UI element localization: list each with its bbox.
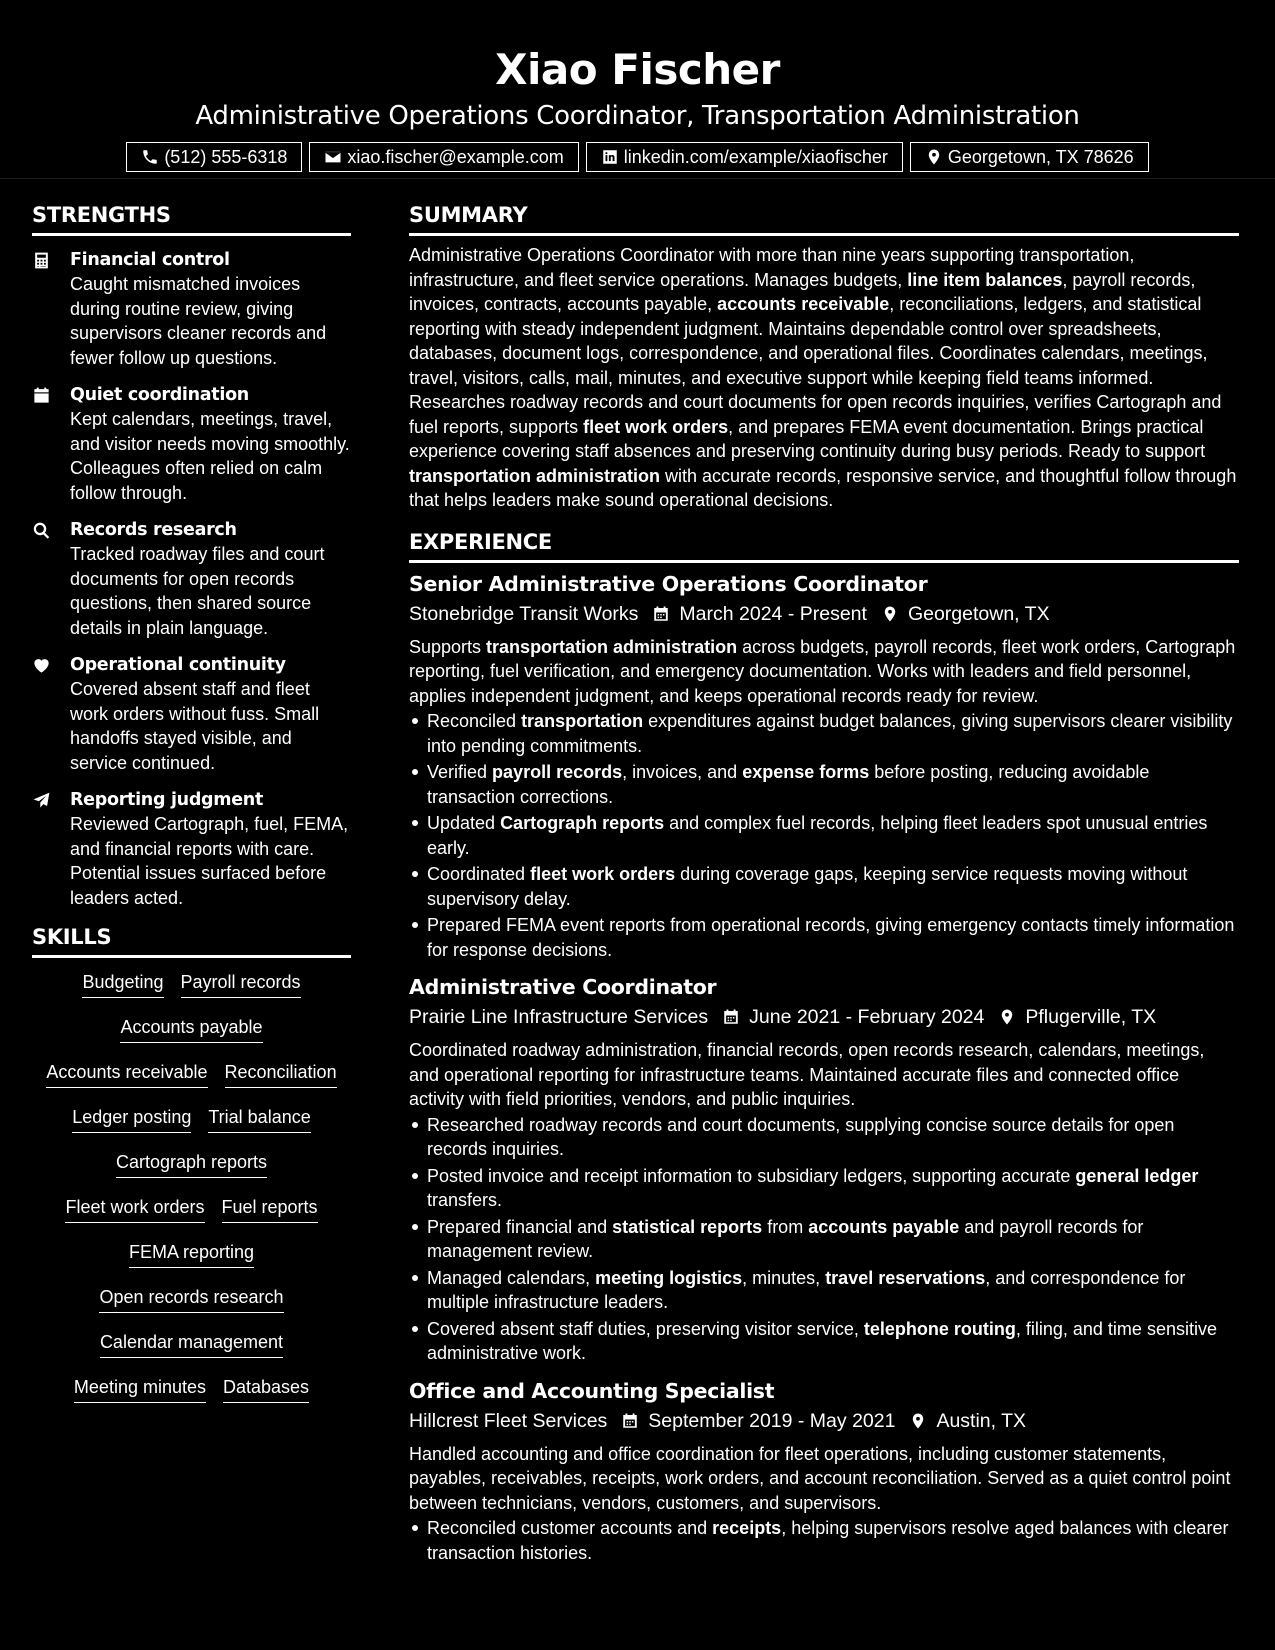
job-title: Administrative Coordinator [409,975,717,999]
skill-tag: Fleet work orders [65,1194,204,1223]
contact-location [910,142,1149,172]
strength-icon-wrap [32,518,70,640]
job-bullet: Prepared financial and statistical reports from accounts payable and payroll records for management review. [409,1215,1239,1264]
strength-item [32,653,351,775]
search-icon [32,521,51,540]
job-bullet: Updated Cartograph reports and complex fuel records, helping fleet leaders spot unusual entries early. [409,811,1239,860]
jobs-list [409,569,1239,1566]
contact-bar [0,142,1275,172]
skill-tag: Payroll records [181,969,301,998]
strength-item [32,248,351,370]
strengths-list [32,248,351,910]
contact-email[interactable] [309,142,578,172]
skill-row [32,1059,351,1104]
contact-linkedin[interactable] [586,142,903,172]
calendar-icon [722,1008,740,1026]
job-bullet: Reconciled customer accounts and receipts, helping supervisors resolve aged balances with clearer transaction histories. [409,1516,1239,1565]
job-location: Pflugerville, TX [1025,1006,1157,1028]
job-summary: Coordinated roadway administration, financial records, open records research, calendars, meetings, and operational reporting for infrastructure teams. Maintained accurate files and connected office activity with field priorities, vendors, and public inquiries. [409,1040,1205,1109]
job-entry [409,972,1239,1366]
strength-item [32,383,351,505]
skill-tag: Accounts payable [120,1014,262,1043]
strength-description: Caught mismatched invoices during routine review, giving supervisors cleaner records and fewer follow up questions. [70,274,327,368]
skill-tag: Reconciliation [225,1059,337,1088]
job-summary: Handled accounting and office coordination for fleet operations, including customer statements, payables, receivables, receipts, work orders, and account reconciliation. Served as a quiet control point between technicians, vendors, customers, and supervisors. [409,1443,1231,1513]
job-bullet: Managed calendars, meeting logistics, minutes, travel reservations, and correspondence for multiple infrastructure leaders. [409,1266,1239,1315]
strength-description: Reviewed Cartograph, fuel, FEMA, and financial reports with care. Potential issues surfaced before leaders acted. [70,814,349,908]
left-column [32,201,351,1575]
calculator-icon [32,251,51,270]
job-company: Stonebridge Transit Works [409,602,639,625]
map-pin-icon [925,148,943,166]
contact-linkedin-text: linkedin.com/example/xiaofischer [623,146,888,167]
strength-description: Kept calendars, meetings, travel, and visitor needs moving smoothly. Colleagues often relied on calm follow through. [70,409,350,503]
job-dates: March 2024 - Present [679,602,867,625]
skill-row [32,1374,351,1419]
resume-body [0,179,1275,1575]
job-location: Georgetown, TX [907,602,1050,625]
skill-tag: FEMA reporting [129,1239,254,1268]
job-bullets [409,709,1239,962]
map-pin-icon [881,605,899,623]
strength-title: Records research [70,520,237,540]
strength-body [70,383,351,505]
skill-row [32,1284,351,1329]
strength-icon-wrap [32,653,70,775]
job-location: Austin, TX [936,1409,1027,1432]
strength-body [70,788,351,910]
job-bullet: Covered absent staff duties, preserving visitor service, telephone routing, filing, and time sensitive administrative work. [409,1317,1239,1366]
strength-title: Reporting judgment [70,790,264,810]
linkedin-icon [601,148,619,166]
calendar-icon [32,386,51,405]
job-meta [409,1002,1239,1032]
skill-row [32,1014,351,1059]
contact-phone[interactable] [126,142,302,172]
phone-icon [141,148,159,166]
contact-email-text: xiao.fischer@example.com [347,146,564,167]
job-dates: June 2021 - February 2024 [749,1006,985,1028]
contact-phone-text: (512) 555-6318 [164,146,288,167]
job-bullet: Posted invoice and receipt information to subsidiary ledgers, supporting accurate general ledger transfers. [409,1164,1239,1213]
candidate-subtitle: Administrative Operations Coordinator, Transportation Administration [195,101,1080,131]
skill-tag: Cartograph reports [116,1149,267,1178]
skill-row [32,1149,351,1194]
skill-tag: Ledger posting [72,1104,191,1133]
skill-tag: Calendar management [100,1329,283,1358]
skill-row [32,1104,351,1149]
map-pin-icon [998,1008,1016,1026]
candidate-name: Xiao Fischer [495,45,780,94]
job-bullet: Reconciled transportation expenditures against budget balances, giving supervisors clearer visibility into pending commitments. [409,709,1239,758]
job-title: Senior Administrative Operations Coordinator [409,571,928,596]
skill-tag: Accounts receivable [46,1059,207,1088]
skill-row [32,1194,351,1239]
strength-icon-wrap [32,248,70,370]
calendar-icon [621,1412,639,1430]
skills-heading: SKILLS [32,923,351,958]
skill-row [32,1329,351,1374]
skill-tag: Databases [223,1374,309,1403]
skill-tag: Open records research [99,1284,283,1313]
skill-row [32,969,351,1014]
job-bullets [409,1516,1239,1565]
heart-icon [32,656,51,675]
strength-title: Operational continuity [70,655,286,675]
resume-header [0,0,1275,179]
job-company: Prairie Line Infrastructure Services [409,1006,709,1028]
strength-title: Financial control [70,250,230,270]
job-bullet: Coordinated fleet work orders during coverage gaps, keeping service requests moving without supervisory delay. [409,862,1239,911]
job-dates: September 2019 - May 2021 [648,1409,896,1432]
calendar-icon [652,605,670,623]
summary-text: Administrative Operations Coordinator with more than nine years supporting transportation, infrastructure, and fleet service operations. Manages budgets, line item balances, payroll records, invoices, contracts, accounts payable, accounts receivable, reconciliations, ledgers, and statistical reporting with steady independent judgment. Maintains dependable control over spreadsheets, databases, document logs, correspondence, and operational files. Coordinates calendars, meetings, travel, visitors, calls, mail, minutes, and executive support while keeping field teams informed. Researches roadway records and court documents for open records inquiries, verifies Cartograph and fuel reports, supports fleet work orders, and prepares FEMA event documentation. Brings practical experience covering staff absences and preserving continuity during busy periods. Ready to support transportation administration with accurate records, responsive service, and thoughtful follow through that helps leaders make sound operational decisions. [409,245,1237,510]
map-pin-icon [909,1412,927,1430]
strength-body [70,653,351,775]
strength-description: Tracked roadway files and court documents for open records questions, then shared source details in plain language. [70,544,325,638]
job-bullet: Researched roadway records and court documents, supplying concise source details for open records inquiries. [409,1113,1239,1162]
right-column [409,201,1239,1575]
strength-body [70,248,351,370]
skill-tag: Budgeting [82,969,163,998]
job-bullets [409,1113,1239,1366]
strength-item [32,518,351,640]
job-meta [409,1406,1239,1436]
job-entry [409,1376,1239,1566]
skill-tag: Fuel reports [222,1194,318,1223]
strength-icon-wrap [32,383,70,505]
strength-description: Covered absent staff and fleet work orders without fuss. Small handoffs stayed visible, and service continued. [70,679,320,773]
job-summary: Supports transportation administration across budgets, payroll records, fleet work orders, Cartograph reporting, fuel verification, and emergency documentation. Works with leaders and field personnel, applies independent judgment, and keeps operational records ready for review. [409,636,1236,706]
paper-plane-icon [32,791,51,810]
strength-item [32,788,351,910]
skill-tag: Trial balance [208,1104,310,1133]
strengths-heading: STRENGTHS [32,201,351,236]
job-title: Office and Accounting Specialist [409,1378,775,1403]
contact-location-text: Georgetown, TX 78626 [947,146,1134,167]
skill-row [32,1239,351,1284]
strength-body [70,518,351,640]
job-meta [409,599,1239,629]
strength-icon-wrap [32,788,70,910]
envelope-icon [324,148,342,166]
experience-heading: EXPERIENCE [409,528,1239,563]
job-entry [409,569,1239,963]
job-bullet: Prepared FEMA event reports from operational records, giving emergency contacts timely information for response decisions. [409,913,1239,962]
strength-title: Quiet coordination [70,385,249,405]
summary-heading: SUMMARY [409,201,1239,236]
skills-list [32,969,351,1419]
job-company: Hillcrest Fleet Services [409,1409,608,1432]
skill-tag: Meeting minutes [74,1374,206,1403]
job-bullet: Verified payroll records, invoices, and expense forms before posting, reducing avoidable transaction corrections. [409,760,1239,809]
